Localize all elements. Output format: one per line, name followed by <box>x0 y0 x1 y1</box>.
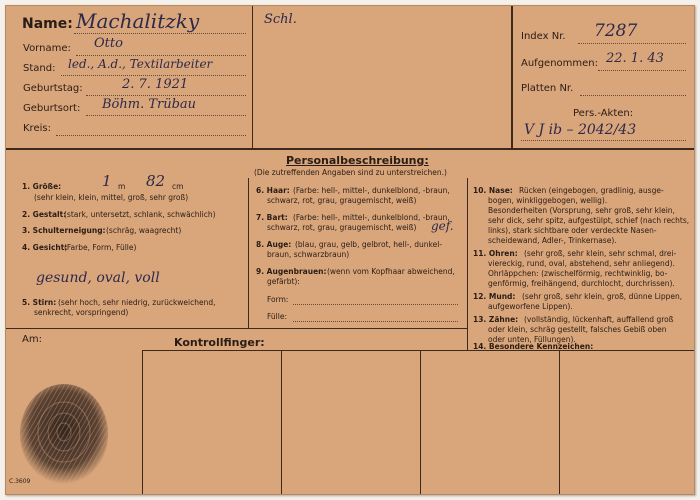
form-line <box>293 304 458 305</box>
nase-text-2: bogen, winkliggebogen, wellig). <box>488 196 608 205</box>
zaehne-text-2: oder klein, schräg gestellt, falsches Gebiß oben <box>488 325 667 334</box>
gesicht-value: gesund, oval, voll <box>36 270 160 286</box>
divider-header-bottom <box>6 148 694 150</box>
divider-finger-top <box>142 350 694 351</box>
ohren-text-1: (sehr groß, sehr klein, sehr schmal, drei- <box>524 249 677 258</box>
platten-line <box>580 95 686 96</box>
pers-akten-line <box>521 140 686 141</box>
geburtsort-value: Böhm. Trübau <box>102 97 197 112</box>
divider-finger-4 <box>559 350 560 494</box>
index-value: 7287 <box>594 21 638 41</box>
mund-text-2: aufgeworfene Lippen). <box>488 302 573 311</box>
divider-personal-bottom <box>6 328 468 329</box>
stirn-label: 5. Stirn: <box>22 298 57 307</box>
geburtstag-label: Geburtstag: <box>23 83 83 94</box>
platten-label: Platten Nr. <box>521 83 574 94</box>
aufgenommen-label: Aufgenommen: <box>521 58 598 69</box>
groesse-unit-cm: cm <box>172 182 184 191</box>
nase-label: 10. Nase: <box>473 186 513 195</box>
gestalt-options: (stark, untersetzt, schlank, schwächlich) <box>64 210 216 219</box>
stand-line <box>61 75 246 76</box>
pers-akten-value: V J ib – 2042/43 <box>524 122 637 138</box>
divider-finger-3 <box>420 350 421 494</box>
aufgenommen-value: 22. 1. 43 <box>606 51 664 66</box>
kontroll-label: Kontrollfinger: <box>174 336 265 349</box>
kreis-label: Kreis: <box>23 123 51 134</box>
groesse-value-cm: 82 <box>146 172 166 190</box>
divider-header-col1 <box>252 6 253 148</box>
kennzeichen-label: 14. Besondere Kennzeichen: <box>473 342 594 351</box>
groesse-value-m: 1 <box>102 172 112 190</box>
fuelle-line <box>293 321 458 322</box>
bart-label: 7. Bart: <box>256 213 288 222</box>
gesicht-options: (Farbe, Form, Fülle) <box>64 243 137 252</box>
index-line <box>578 43 686 44</box>
stirn-options-1: (sehr hoch, sehr niedrig, zurückweichend, <box>58 298 216 307</box>
geburtstag-line <box>86 95 246 96</box>
haar-options-2: schwarz, rot, grau, graugemischt, weiß) <box>267 196 417 205</box>
vorname-line <box>76 55 246 56</box>
zaehne-text-1: (vollständig, lückenhaft, auffallend groß <box>524 315 674 324</box>
gestalt-label: 2. Gestalt: <box>22 210 67 219</box>
mund-label: 12. Mund: <box>473 292 516 301</box>
divider-header-col2 <box>511 6 513 148</box>
divider-finger-1 <box>142 350 143 494</box>
divider-finger-2 <box>281 350 282 494</box>
geburtsort-label: Geburtsort: <box>23 103 81 114</box>
nase-text-6: scheidewand, Adler-, Trinkernase). <box>488 236 617 245</box>
stand-label: Stand: <box>23 63 56 74</box>
index-card <box>5 5 695 495</box>
aufgenommen-line <box>598 70 686 71</box>
auge-options-2: braun, schwarzbraun) <box>267 250 350 259</box>
zaehne-label: 13. Zähne: <box>473 315 519 324</box>
mund-text-1: (sehr groß, sehr klein, groß, dünne Lippen, <box>522 292 683 301</box>
ohren-text-3: Ohrläppchen: (zwischelförmig, rechtwinklig, bo- <box>488 269 668 278</box>
gesicht-label: 4. Gesicht: <box>22 243 68 252</box>
vorname-value: Otto <box>94 36 123 51</box>
nase-text-1: Rücken (eingebogen, gradlinig, ausge- <box>519 186 664 195</box>
nase-text-5: links), stark sichtbare oder verdeckte Nasen- <box>488 226 657 235</box>
stand-value: led., A.d., Textilarbeiter <box>68 57 213 71</box>
auge-label: 8. Auge: <box>256 240 292 249</box>
personal-title: Personalbeschreibung: <box>286 154 429 167</box>
auge-options-1: (blau, grau, gelb, gelbrot, hell-, dunkel- <box>295 240 443 249</box>
ohren-text-2: viereckig, rund, oval, abstehend, sehr anliegend). <box>488 259 675 268</box>
personal-subtitle: (Die zutreffenden Angaben sind zu unterstreichen.) <box>254 168 447 177</box>
form-label: Form: <box>267 295 289 304</box>
divider-personal-col1 <box>248 178 249 328</box>
groesse-unit-m: m <box>118 182 126 191</box>
name-line <box>74 33 246 34</box>
haar-label: 6. Haar: <box>256 186 290 195</box>
brauen-label: 9. Augenbrauen: <box>256 267 327 276</box>
brauen-options-1: (wenn vom Kopfhaar abweichend, <box>327 267 455 276</box>
geburtstag-value: 2. 7. 1921 <box>122 77 189 92</box>
nase-text-3: Besonderheiten (Vorsprung, sehr groß, sehr klein, <box>488 206 675 215</box>
form-code: C.3609 <box>9 478 31 485</box>
pers-akten-label: Pers.-Akten: <box>573 108 634 119</box>
groesse-options: (sehr klein, klein, mittel, groß, sehr groß) <box>34 193 189 202</box>
name-label: Name: <box>22 16 73 32</box>
brauen-options-2: gefärbt): <box>267 277 300 286</box>
fuelle-label: Fülle: <box>267 312 287 321</box>
index-label: Index Nr. <box>521 31 566 42</box>
divider-personal-col2 <box>467 178 468 350</box>
fingerprint-image <box>14 376 112 488</box>
bart-options-2: schwarz, rot, grau, graugemischt, weiß) <box>267 223 417 232</box>
am-label: Am: <box>22 334 42 345</box>
groesse-label: 1. Größe: <box>22 182 62 191</box>
name-value: Machalitzky <box>76 9 200 33</box>
haar-options-1: (Farbe: hell-, mittel-, dunkelblond, -braun, <box>293 186 450 195</box>
schulter-label: 3. Schulterneigung: <box>22 226 106 235</box>
ohren-text-4: genförmig, freihängend, durchlocht, durchrissen). <box>488 279 675 288</box>
kreis-line <box>56 135 246 136</box>
zaehne-text-3: oder unten, Füllungen). <box>488 335 576 344</box>
bart-value: gef. <box>431 219 454 233</box>
vorname-label: Vorname: <box>23 43 71 54</box>
stirn-options-2: senkrecht, vorspringend) <box>34 308 129 317</box>
nase-text-4: sehr dick, sehr spitz, aufgestülpt, schief (nach rechts, <box>488 216 690 225</box>
middle-note: Schl. <box>264 12 297 27</box>
geburtsort-line <box>86 115 246 116</box>
schulter-options: (schräg, waagrecht) <box>106 226 182 235</box>
ohren-label: 11. Ohren: <box>473 249 518 258</box>
bart-options-1: (Farbe: hell-, mittel-, dunkelblond, -braun, <box>293 213 450 222</box>
